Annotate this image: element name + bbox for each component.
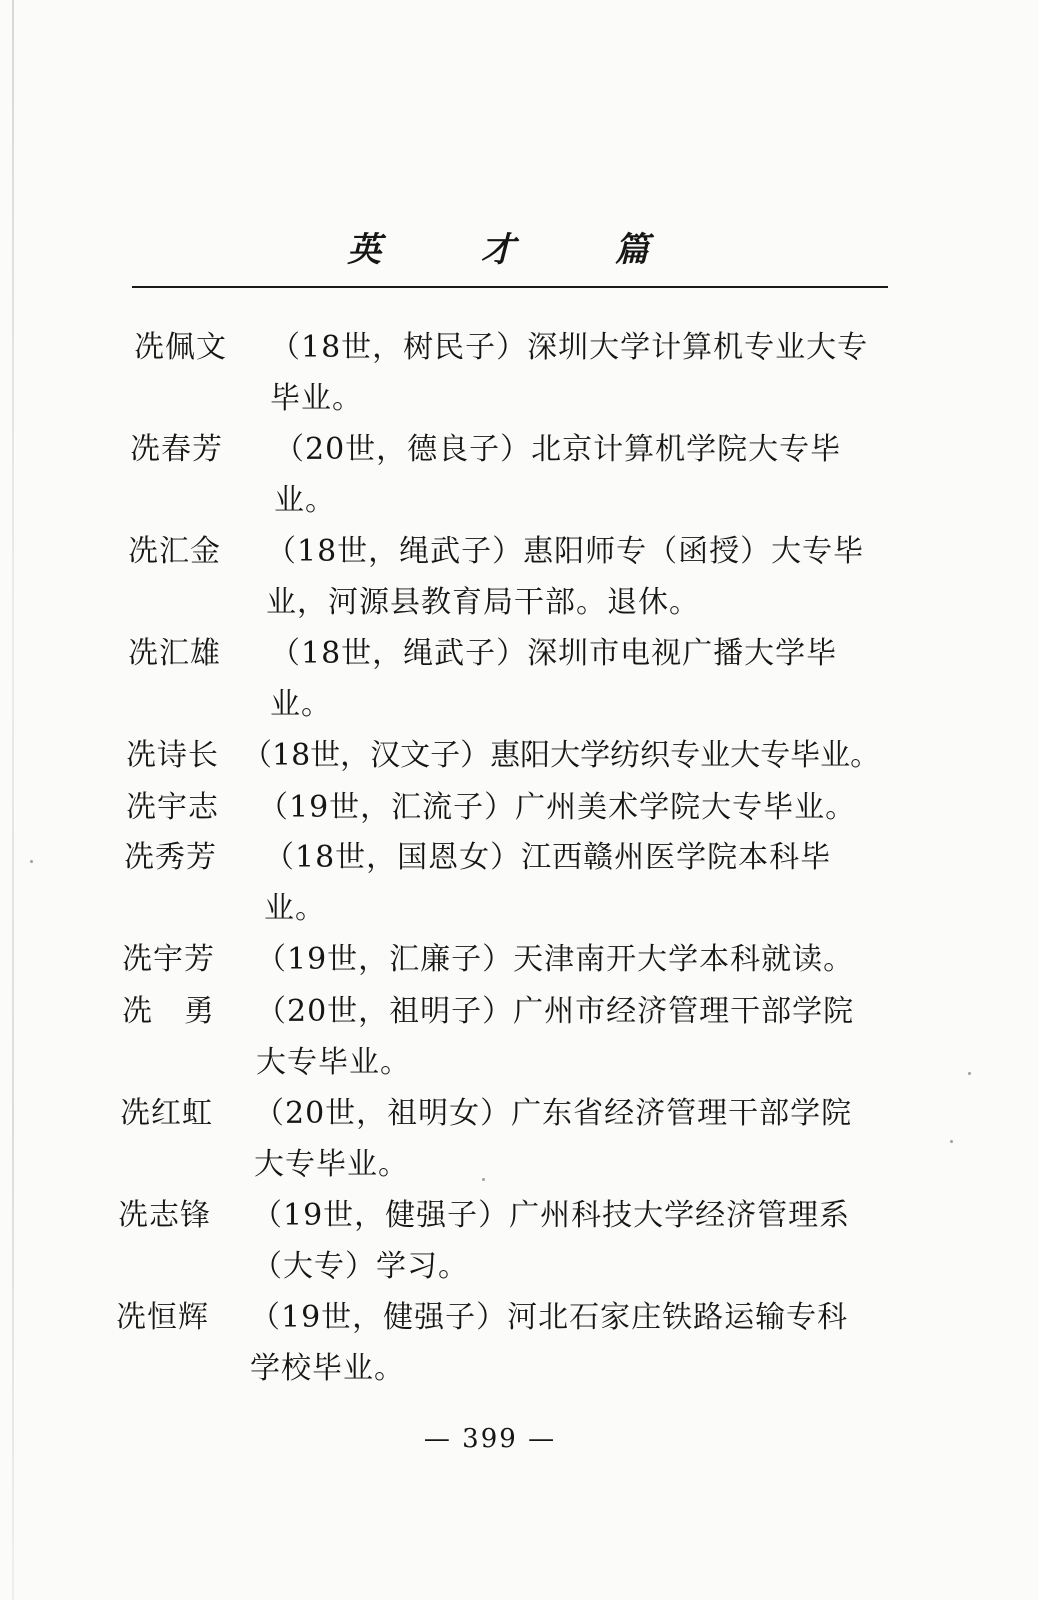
person-name: 冼汇金 <box>128 534 221 569</box>
section-title: 英 才 篇 <box>347 230 693 270</box>
person-description: （18世，国恩女）江西赣州医学院本科毕业。 <box>264 840 832 926</box>
scan-speck <box>30 860 33 863</box>
person-name: 冼 勇 <box>122 994 215 1029</box>
person-description: （20世，德良子）北京计算机学院大专毕业。 <box>274 432 842 518</box>
person-description: （19世，健强子）河北石家庄铁路运输专科学校毕业。 <box>250 1300 849 1386</box>
person-description: （20世，祖明子）广州市经济管理干部学院大专毕业。 <box>256 994 855 1080</box>
person-name: 冼宇芳 <box>122 942 215 977</box>
person-name: 冼春芳 <box>130 432 223 467</box>
person-name: 冼秀芳 <box>124 840 217 875</box>
person-description: （18世，汉文子）惠阳大学纺织专业大专毕业。 <box>242 738 881 773</box>
page-number: — 399 — <box>423 1424 557 1454</box>
person-name: 冼汇雄 <box>128 636 221 671</box>
person-name: 冼红虹 <box>120 1096 213 1131</box>
person-name: 冼诗长 <box>126 738 219 773</box>
person-description: （20世，祖明女）广东省经济管理干部学院大专毕业。 <box>254 1096 853 1182</box>
header-divider <box>132 286 888 288</box>
person-description: （18世，绳武子）深圳市电视广播大学毕业。 <box>270 636 838 722</box>
person-name: 冼恒辉 <box>116 1300 209 1335</box>
scan-speck <box>950 1140 953 1143</box>
person-description: （19世，健强子）广州科技大学经济管理系（大专）学习。 <box>252 1198 851 1284</box>
person-name: 冼佩文 <box>134 330 227 365</box>
person-description: （18世，绳武子）惠阳师专（函授）大专毕业，河源县教育局干部。退休。 <box>266 534 865 620</box>
person-name: 冼志锋 <box>118 1198 211 1233</box>
person-description: （18世，树民子）深圳大学计算机专业大专毕业。 <box>270 330 869 416</box>
scan-speck <box>968 1072 971 1075</box>
person-description: （19世，汇廉子）天津南开大学本科就读。 <box>256 942 855 977</box>
scan-edge <box>12 0 14 1600</box>
person-name: 冼宇志 <box>126 790 219 825</box>
person-description: （19世，汇流子）广州美术学院大专毕业。 <box>258 790 857 825</box>
